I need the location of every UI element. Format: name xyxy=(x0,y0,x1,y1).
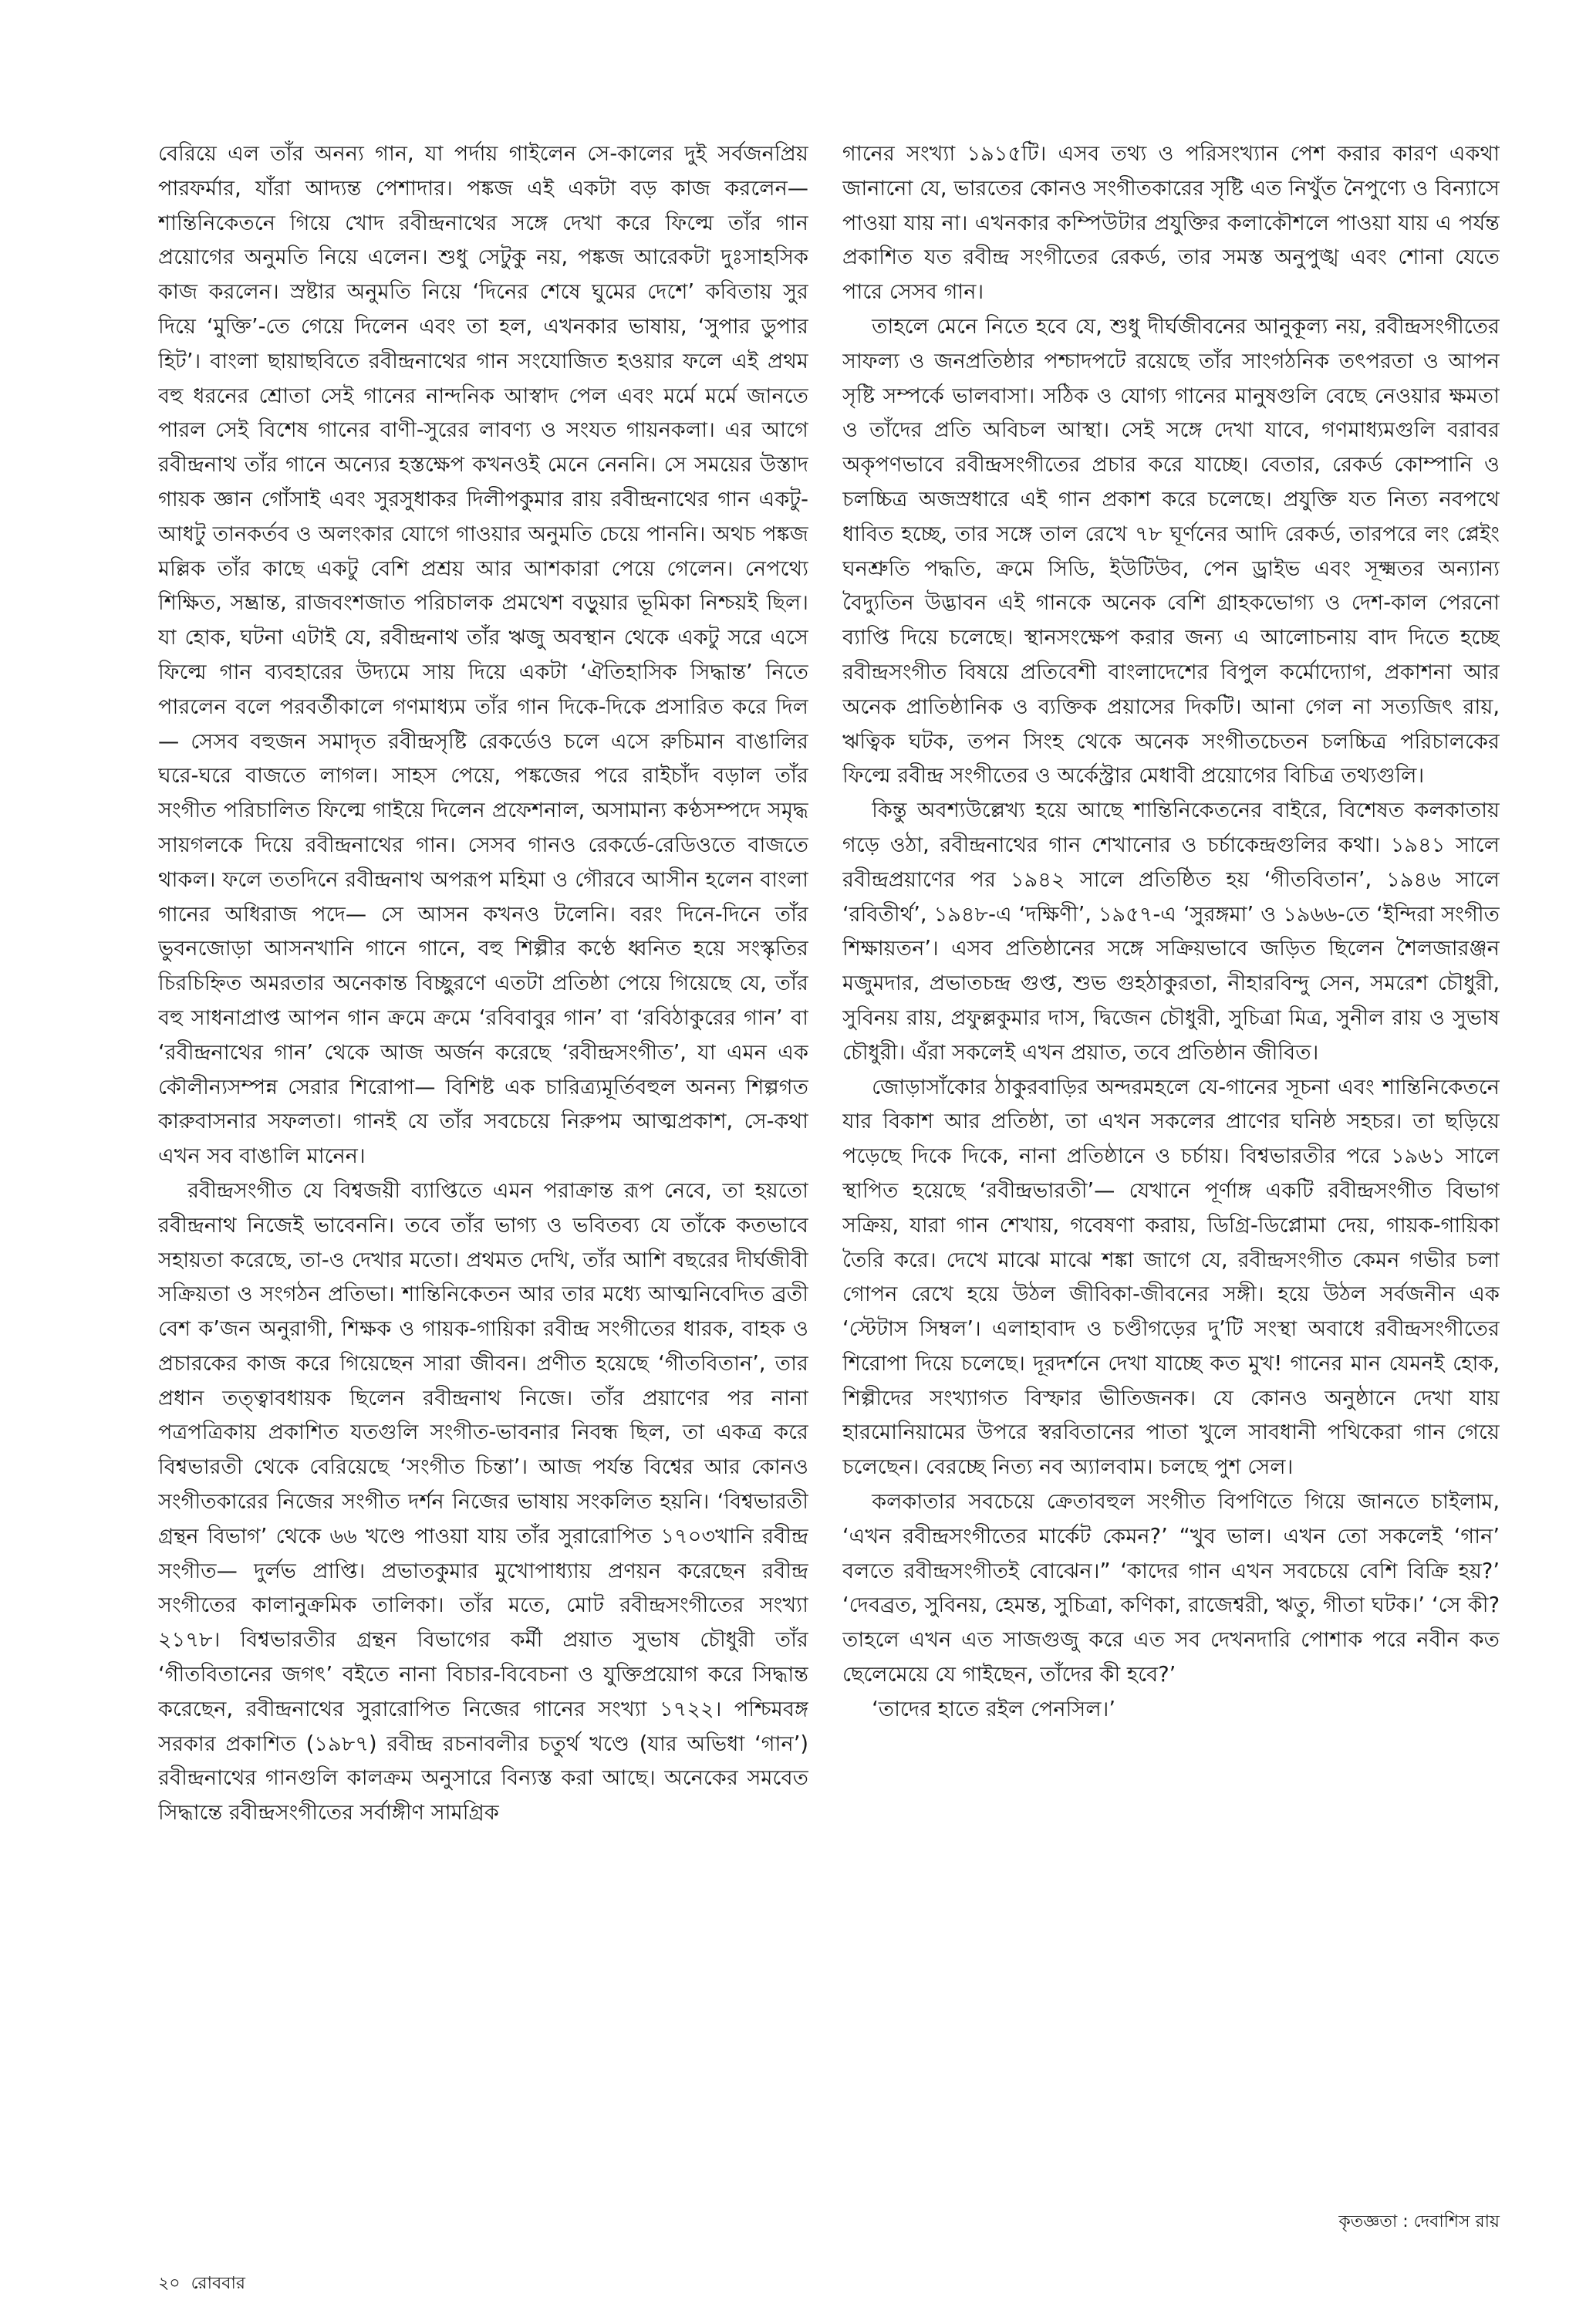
article-column-right xyxy=(842,137,1500,2213)
article-paragraph: কিন্তু অবশ্যউল্লেখ্য হয়ে আছে শান্তিনিকেতনের বাইরে, বিশেষত কলকাতায় গড়ে ওঠা, রবীন্দ্রনাথের গান শেখানোর ও চর্চাকেন্দ্রগুলির কথা। ১৯৪১ সালে রবীন্দ্রপ্রয়াণের পর ১৯৪২ সালে প্রতিষ্ঠিত হয় ‘গীতবিতান’, ১৯৪৬ সালে ‘রবিতীর্থ’, ১৯৪৮-এ ‘দক্ষিণী’, ১৯৫৭-এ ‘সুরঙ্গমা’ ও ১৯৬৬-তে ‘ইন্দিরা সংগীত শিক্ষায়তন’। এসব প্রতিষ্ঠানের সঙ্গে সক্রিয়ভাবে জড়িত ছিলেন শৈলজারঞ্জন মজুমদার, প্রভাতচন্দ্র গুপ্ত, শুভ গুহঠাকুরতা, নীহারবিন্দু সেন, সমরেশ চৌধুরী, সুবিনয় রায়, প্রফুল্লকুমার দাস, দ্বিজেন চৌধুরী, সুচিত্রা মিত্র, সুনীল রায় ও সুভাষ চৌধুরী। এঁরা সকলেই এখন প্রয়াত, তবে প্রতিষ্ঠান জীবিত। xyxy=(842,799,1500,1065)
page-number: ২০ xyxy=(158,2274,181,2293)
article-paragraph: ‘তাদের হাতে রইল পেনসিল।’ xyxy=(872,1697,1116,1721)
article-paragraph: তাহলে মেনে নিতে হবে যে, শুধু দীর্ঘজীবনের আনুকূল্য নয়, রবীন্দ্রসংগীতের সাফল্য ও জনপ্রতিষ্ঠার পশ্চাদপটে রয়েছে তাঁর সাংগঠনিক তৎপরতা ও আপন সৃষ্টি সম্পর্কে ভালবাসা। সঠিক ও যোগ্য গানের মানুষগুলি বেছে নেওয়ার ক্ষমতা ও তাঁদের প্রতি অবিচল আস্থা। সেই সঙ্গে দেখা যাবে, গণমাধ্যমগুলি বরাবর অকৃপণভাবে রবীন্দ্রসংগীতের প্রচার করে যাচ্ছে। বেতার, রেকর্ড কোম্পানি ও চলচ্চিত্র অজস্রধারে এই গান প্রকাশ করে চলেছে। প্রযুক্তি যত নিত্য নবপথে ধাবিত হচ্ছে, তার সঙ্গে তাল রেখে ৭৮ ঘূর্ণনের আদি রেকর্ড, তারপরে লং প্লেইং ঘনশ্রুতি পদ্ধতি, ক্রমে সিডি, ইউটিউব, পেন ড্রাইভ এবং সূক্ষ্মতর অন্যান্য বৈদ্যুতিন উদ্ভাবন এই গানকে অনেক বেশি গ্রাহকভোগ্য ও দেশ-কাল পেরনো ব্যাপ্তি দিয়ে চলেছে। স্থানসংক্ষেপ করার জন্য এ আলোচনায় বাদ দিতে হচ্ছে রবীন্দ্রসংগীত বিষয়ে প্রতিবেশী বাংলাদেশের বিপুল কর্মোদ্যোগ, প্রকাশনা আর অনেক প্রাতিষ্ঠানিক ও ব্যক্তিক প্রয়াসের দিকটি। আনা গেল না সত্যজিৎ রায়, ঋত্বিক ঘটক, তপন সিংহ থেকে অনেক সংগীতচেতন চলচ্চিত্র পরিচালকের ফিল্মে রবীন্দ্র সংগীতের ও অর্কেস্ট্রার মেধাবী প্রয়োগের বিচিত্র তথ্যগুলি। xyxy=(842,314,1500,789)
article-paragraph: রবীন্দ্রসংগীত যে বিশ্বজয়ী ব্যাপ্তিতে এমন পরাক্রান্ত রূপ নেবে, তা হয়তো রবীন্দ্রনাথ নিজেই ভাবেননি। তবে তাঁর ভাগ্য ও ভবিতব্য যে তাঁকে কতভাবে সহায়তা করেছে, তা-ও দেখার মতো। প্রথমত দেখি, তাঁর আশি বছরের দীর্ঘজীবী সক্রিয়তা ও সংগঠন প্রতিভা। শান্তিনিকেতন আর তার মধ্যে আত্মনিবেদিত ব্রতী বেশ ক’জন অনুরাগী, শিক্ষক ও গায়ক-গায়িকা রবীন্দ্র সংগীতের ধারক, বাহক ও প্রচারকের কাজ করে গিয়েছেন সারা জীবন। প্রণীত হয়েছে ‘গীতবিতান’, তার প্রধান তত্ত্বাবধায়ক ছিলেন রবীন্দ্রনাথ নিজে। তাঁর প্রয়াণের পর নানা পত্রপত্রিকায় প্রকাশিত যতগুলি সংগীত-ভাবনার নিবন্ধ ছিল, তা একত্র করে বিশ্বভারতী থেকে বেরিয়েছে ‘সংগীত চিন্তা’। আজ পর্যন্ত বিশ্বের আর কোনও সংগীতকারের নিজের সংগীত দর্শন নিজের ভাষায় সংকলিত হয়নি। ‘বিশ্বভারতী গ্রন্থন বিভাগ’ থেকে ৬৬ খণ্ডে পাওয়া যায় তাঁর সুরারোপিত ১৭০৩খানি রবীন্দ্র সংগীত— দুর্লভ প্রাপ্তি। প্রভাতকুমার মুখোপাধ্যায় প্রণয়ন করেছেন রবীন্দ্র সংগীতের কালানুক্রমিক তালিকা। তাঁর মতে, মোট রবীন্দ্রসংগীতের সংখ্যা ২১৭৮। বিশ্বভারতীর গ্রন্থন বিভাগের কর্মী প্রয়াত সুভাষ চৌধুরী তাঁর ‘গীতবিতানের জগৎ’ বইতে নানা বিচার-বিবেচনা ও যুক্তিপ্রয়োগ করে সিদ্ধান্ত করেছেন, রবীন্দ্রনাথের সুরারোপিত নিজের গানের সংখ্যা ১৭২২। পশ্চিমবঙ্গ সরকার প্রকাশিত (১৯৮৭) রবীন্দ্র রচনাবলীর চতুর্থ খণ্ডে (যার অভিধা ‘গান’) রবীন্দ্রনাথের গানগুলি কালক্রম অনুসারে বিন্যস্ত করা আছে। অনেকের সমবেত সিদ্ধান্তে রবীন্দ্রসংগীতের সর্বাঙ্গীণ সামগ্রিক xyxy=(158,1178,808,1826)
article-paragraph: গানের সংখ্যা ১৯১৫টি। এসব তথ্য ও পরিসংখ্যান পেশ করার কারণ একথা জানানো যে, ভারতের কোনও সংগীতকারের সৃষ্টি এত নিখুঁত নৈপুণ্যে ও বিন্যাসে পাওয়া যায় না। এখনকার কম্পিউটার প্রযুক্তির কলাকৌশলে পাওয়া যায় এ পর্যন্ত প্রকাশিত যত রবীন্দ্র সংগীতের রেকর্ড, তার সমস্ত অনুপুঙ্খ এবং শোনা যেতে পারে সেসব গান। xyxy=(842,142,1500,305)
article-column-left xyxy=(158,137,808,2213)
page-footer xyxy=(158,2272,245,2295)
article-paragraph: জোড়াসাঁকোর ঠাকুরবাড়ির অন্দরমহলে যে-গানের সূচনা এবং শান্তিনিকেতনে যার বিকাশ আর প্রতিষ্ঠা, তা এখন সকলের প্রাণের ঘনিষ্ঠ সহচর। তা ছড়িয়ে পড়েছে দিকে দিকে, নানা প্রতিষ্ঠানে ও চর্চায়। বিশ্বভারতীর পরে ১৯৬১ সালে স্থাপিত হয়েছে ‘রবীন্দ্রভারতী’— যেখানে পূর্ণাঙ্গ একটি রবীন্দ্রসংগীত বিভাগ সক্রিয়, যারা গান শেখায়, গবেষণা করায়, ডিগ্রি-ডিপ্লোমা দেয়, গায়ক-গায়িকা তৈরি করে। দেখে মাঝে মাঝে শঙ্কা জাগে যে, রবীন্দ্রসংগীত কেমন গভীর চলা গোপন রেখে হয়ে উঠল জীবিকা-জীবনের সঙ্গী। হয়ে উঠল সর্বজনীন এক ‘স্টেটাস সিম্বল’। এলাহাবাদ ও চণ্ডীগড়ের দু’টি সংস্থা অবাধে রবীন্দ্রসংগীতের শিরোপা দিয়ে চলেছে। দূরদর্শনে দেখা যাচ্ছে কত মুখ! গানের মান যেমনই হোক, শিল্পীদের সংখ্যাগত বিস্ফার ভীতিজনক। যে কোনও অনুষ্ঠানে দেখা যায় হারমোনিয়ামের উপরে স্বরবিতানের পাতা খুলে সাবধানী পথিকেরা গান গেয়ে চলেছেন। বেরচ্ছে নিত্য নব অ্যালবাম। চলছে পুশ সেল। xyxy=(842,1075,1500,1480)
magazine-name: রোববার xyxy=(191,2274,245,2293)
credit-line: কৃতজ্ঞতা : দেবাশিস রায় xyxy=(1338,2212,1500,2231)
article-paragraph: কলকাতার সবচেয়ে ক্রেতাবহুল সংগীত বিপণিতে গিয়ে জানতে চাইলাম, ‘এখন রবীন্দ্রসংগীতের মার্কেট কেমন?’ “খুব ভাল। এখন তো সকলেই ‘গান’ বলতে রবীন্দ্রসংগীতই বোঝেন।” ‘কাদের গান এখন সবচেয়ে বেশি বিক্রি হয়?’ ‘দেবব্রত, সুবিনয়, হেমন্ত, সুচিত্রা, কণিকা, রাজেশ্বরী, ঋতু, গীতা ঘটক।’ ‘সে কী? তাহলে এখন এত সাজগুজু করে এত সব দেখনদারি পোশাক পরে নবীন কত ছেলেমেয়ে যে গাইছেন, তাঁদের কী হবে?’ xyxy=(842,1490,1500,1687)
article-paragraph: বেরিয়ে এল তাঁর অনন্য গান, যা পর্দায় গাইলেন সে-কালের দুই সর্বজনপ্রিয় পারফর্মার, যাঁরা আদ্যন্ত পেশাদার। পঙ্কজ এই একটা বড় কাজ করলেন— শান্তিনিকেতনে গিয়ে খোদ রবীন্দ্রনাথের সঙ্গে দেখা করে ফিল্মে তাঁর গান প্রয়োগের অনুমতি নিয়ে এলেন। শুধু সেটুকু নয়, পঙ্কজ আরেকটা দুঃসাহসিক কাজ করলেন। স্রষ্টার অনুমতি নিয়ে ‘দিনের শেষে ঘুমের দেশে’ কবিতায় সুর দিয়ে ‘মুক্তি’-তে গেয়ে দিলেন এবং তা হল, এখনকার ভাষায়, ‘সুপার ডুপার হিট’। বাংলা ছায়াছবিতে রবীন্দ্রনাথের গান সংযোজিত হওয়ার ফলে এই প্রথম বহু ধরনের শ্রোতা সেই গানের নান্দনিক আস্বাদ পেল এবং মর্মে মর্মে জানতে পারল সেই বিশেষ গানের বাণী-সুরের লাবণ্য ও সংযত গায়নকলা। এর আগে রবীন্দ্রনাথ তাঁর গানে অন্যের হস্তক্ষেপ কখনওই মেনে নেননি। সে সময়ের উস্তাদ গায়ক জ্ঞান গোঁসাই এবং সুরসুধাকর দিলীপকুমার রায় রবীন্দ্রনাথের গান একটু-আধটু তানকর্তব ও অলংকার যোগে গাওয়ার অনুমতি চেয়ে পাননি। অথচ পঙ্কজ মল্লিক তাঁর কাছে একটু বেশি প্রশ্রয় আর আশকারা পেয়ে গেলেন। নেপথ্যে শিক্ষিত, সম্ভ্রান্ত, রাজবংশজাত পরিচালক প্রমথেশ বড়ুয়ার ভূমিকা নিশ্চয়ই ছিল। যা হোক, ঘটনা এটাই যে, রবীন্দ্রনাথ তাঁর ঋজু অবস্থান থেকে একটু সরে এসে ফিল্মে গান ব্যবহারের উদ্যমে সায় দিয়ে একটা ‘ঐতিহাসিক সিদ্ধান্ত’ নিতে পারলেন বলে পরবর্তীকালে গণমাধ্যম তাঁর গান দিকে-দিকে প্রসারিত করে দিল— সেসব বহুজন সমাদৃত রবীন্দ্রসৃষ্টি রেকর্ডেও চলে এসে রুচিমান বাঙালির ঘরে-ঘরে বাজতে লাগল। সাহস পেয়ে, পঙ্কজের পরে রাইচাঁদ বড়াল তাঁর সংগীত পরিচালিত ফিল্মে গাইয়ে দিলেন প্রফেশনাল, অসামান্য কণ্ঠসম্পদে সমৃদ্ধ সায়গলকে দিয়ে রবীন্দ্রনাথের গান। সেসব গানও রেকর্ডে-রেডিওতে বাজতে থাকল। ফলে ততদিনে রবীন্দ্রনাথ অপরূপ মহিমা ও গৌরবে আসীন হলেন বাংলা গানের অধিরাজ পদে— সে আসন কখনও টলেনি। বরং দিনে-দিনে তাঁর ভুবনজোড়া আসনখানি গানে গানে, বহু শিল্পীর কণ্ঠে ধ্বনিত হয়ে সংস্কৃতির চিরচিহ্নিত অমরতার অনেকান্ত বিচ্ছুরণে এতটা প্রতিষ্ঠা পেয়ে গিয়েছে যে, তাঁর বহু সাধনাপ্রাপ্ত আপন গান ক্রমে ক্রমে ‘রবিবাবুর গান’ বা ‘রবিঠাকুরের গান’ বা ‘রবীন্দ্রনাথের গান’ থেকে আজ অর্জন করেছে ‘রবীন্দ্রসংগীত’, যা এমন এক কৌলীন্যসম্পন্ন সেরার শিরোপা— বিশিষ্ট এক চারিত্র্যমূর্তিবহুল অনন্য শিল্পগত কারুবাসনার সফলতা। গানই যে তাঁর সবচেয়ে নিরুপম আত্মপ্রকাশ, সে-কথা এখন সব বাঙালি মানেন। xyxy=(158,142,808,1169)
